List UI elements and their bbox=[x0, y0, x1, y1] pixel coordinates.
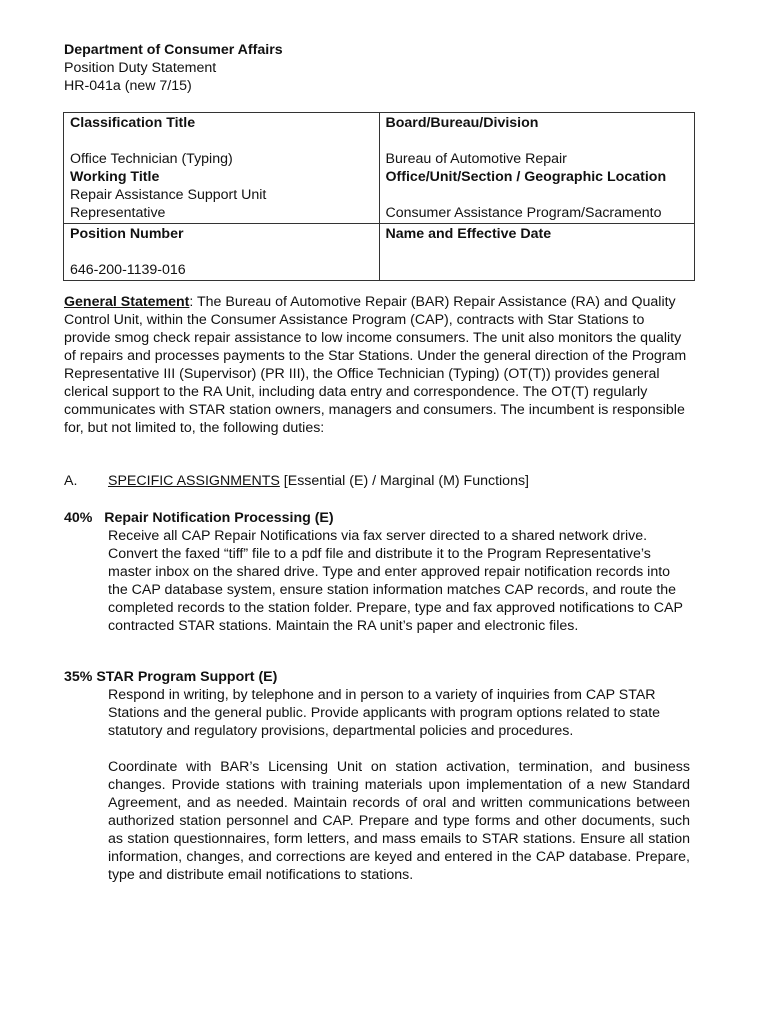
position-info-table bbox=[63, 112, 695, 281]
position-number-cell bbox=[64, 224, 380, 281]
name-date-label: Name and Effective Date bbox=[385, 226, 552, 242]
duty-paragraph: Receive all CAP Repair Notifications via fax server directed to a shared network drive. Convert the faxed “tiff” file to a pdf file and distribute it to the Program Representative’s master inbox on the shared drive. Type and enter approved repair notification records into the CAP database system, ensure station information matches CAP records, and route the completed records to the station folder. Prepare, type and fax approved notifications to CAP contracted STAR stations. Maintain the RA unit’s paper and electronic files. bbox=[108, 528, 683, 634]
position-number-value: 646-200-1139-016 bbox=[70, 262, 186, 278]
office-value: Consumer Assistance Program/Sacramento bbox=[385, 205, 662, 221]
document-title: Position Duty Statement bbox=[64, 60, 217, 76]
duty-paragraph: Coordinate with BAR’s Licensing Unit on station activation, termination, and business changes. Provide stations with training materials upon implementation of a new Standard Agreement, and as needed. Maintain records of oral and written communications between authorized station personnel and CAP. Prepare and type forms and other documents, such as station questionnaires, form letters, and mass emails to STAR stations. Ensure all station information, changes, and corrections are keyed and entered in the CAP database. Prepare, type and distribute email notifications to stations. bbox=[108, 759, 690, 883]
department-name: Department of Consumer Affairs bbox=[64, 42, 283, 58]
working-title-value-line2: Representative bbox=[70, 205, 166, 221]
working-title-label: Working Title bbox=[70, 169, 160, 185]
document-header bbox=[64, 41, 283, 95]
duty-body bbox=[108, 686, 690, 884]
general-statement bbox=[64, 293, 694, 437]
board-value: Bureau of Automotive Repair bbox=[385, 151, 567, 167]
duty-paragraph: Respond in writing, by telephone and in person to a variety of inquiries from CAP STAR Stations and the general public. Provide applicants with program options related to state statutory and regulatory provisions, departmental policies and procedures. bbox=[108, 687, 661, 739]
board-cell bbox=[379, 113, 695, 224]
section-a-letter: A. bbox=[64, 473, 78, 489]
working-title-value-line1: Repair Assistance Support Unit bbox=[70, 187, 267, 203]
general-statement-text: : The Bureau of Automotive Repair (BAR) Repair Assistance (RA) and Quality Control Unit, within the Consumer Assistance Program (CAP), contracts with Star Stations to provide smog check repair assistance to low income consumers. The unit also monitors the quality of repairs and processes payments to the Star Stations. Under the general direction of the Program Representative III (Supervisor) (PR III), the Office Technician (Typing) (OT(T)) provides general clerical support to the RA Unit, including data entry and correspondence. The OT(T) regularly communicates with STAR station owners, managers and consumers. The incumbent is responsible for, but not limited to, the following duties: bbox=[64, 294, 687, 436]
classification-value: Office Technician (Typing) bbox=[70, 151, 233, 167]
office-label: Office/Unit/Section / Geographic Location bbox=[385, 169, 667, 185]
duty-body bbox=[108, 527, 690, 635]
general-statement-label: General Statement bbox=[64, 294, 190, 310]
classification-label: Classification Title bbox=[70, 115, 196, 131]
duty-block bbox=[64, 668, 694, 884]
board-label: Board/Bureau/Division bbox=[385, 115, 539, 131]
form-number: HR-041a (new 7/15) bbox=[64, 78, 192, 94]
duty-title: 35% STAR Program Support (E) bbox=[64, 669, 278, 685]
name-date-value bbox=[386, 261, 689, 279]
duty-title: 40% Repair Notification Processing (E) bbox=[64, 510, 334, 526]
name-date-cell bbox=[379, 224, 695, 281]
section-a-title: SPECIFIC ASSIGNMENTS bbox=[108, 473, 280, 489]
position-number-label: Position Number bbox=[70, 226, 184, 242]
section-a-subtitle: [Essential (E) / Marginal (M) Functions] bbox=[279, 473, 529, 489]
duty-block bbox=[64, 509, 694, 635]
classification-cell bbox=[64, 113, 380, 224]
section-a-heading bbox=[64, 472, 694, 490]
